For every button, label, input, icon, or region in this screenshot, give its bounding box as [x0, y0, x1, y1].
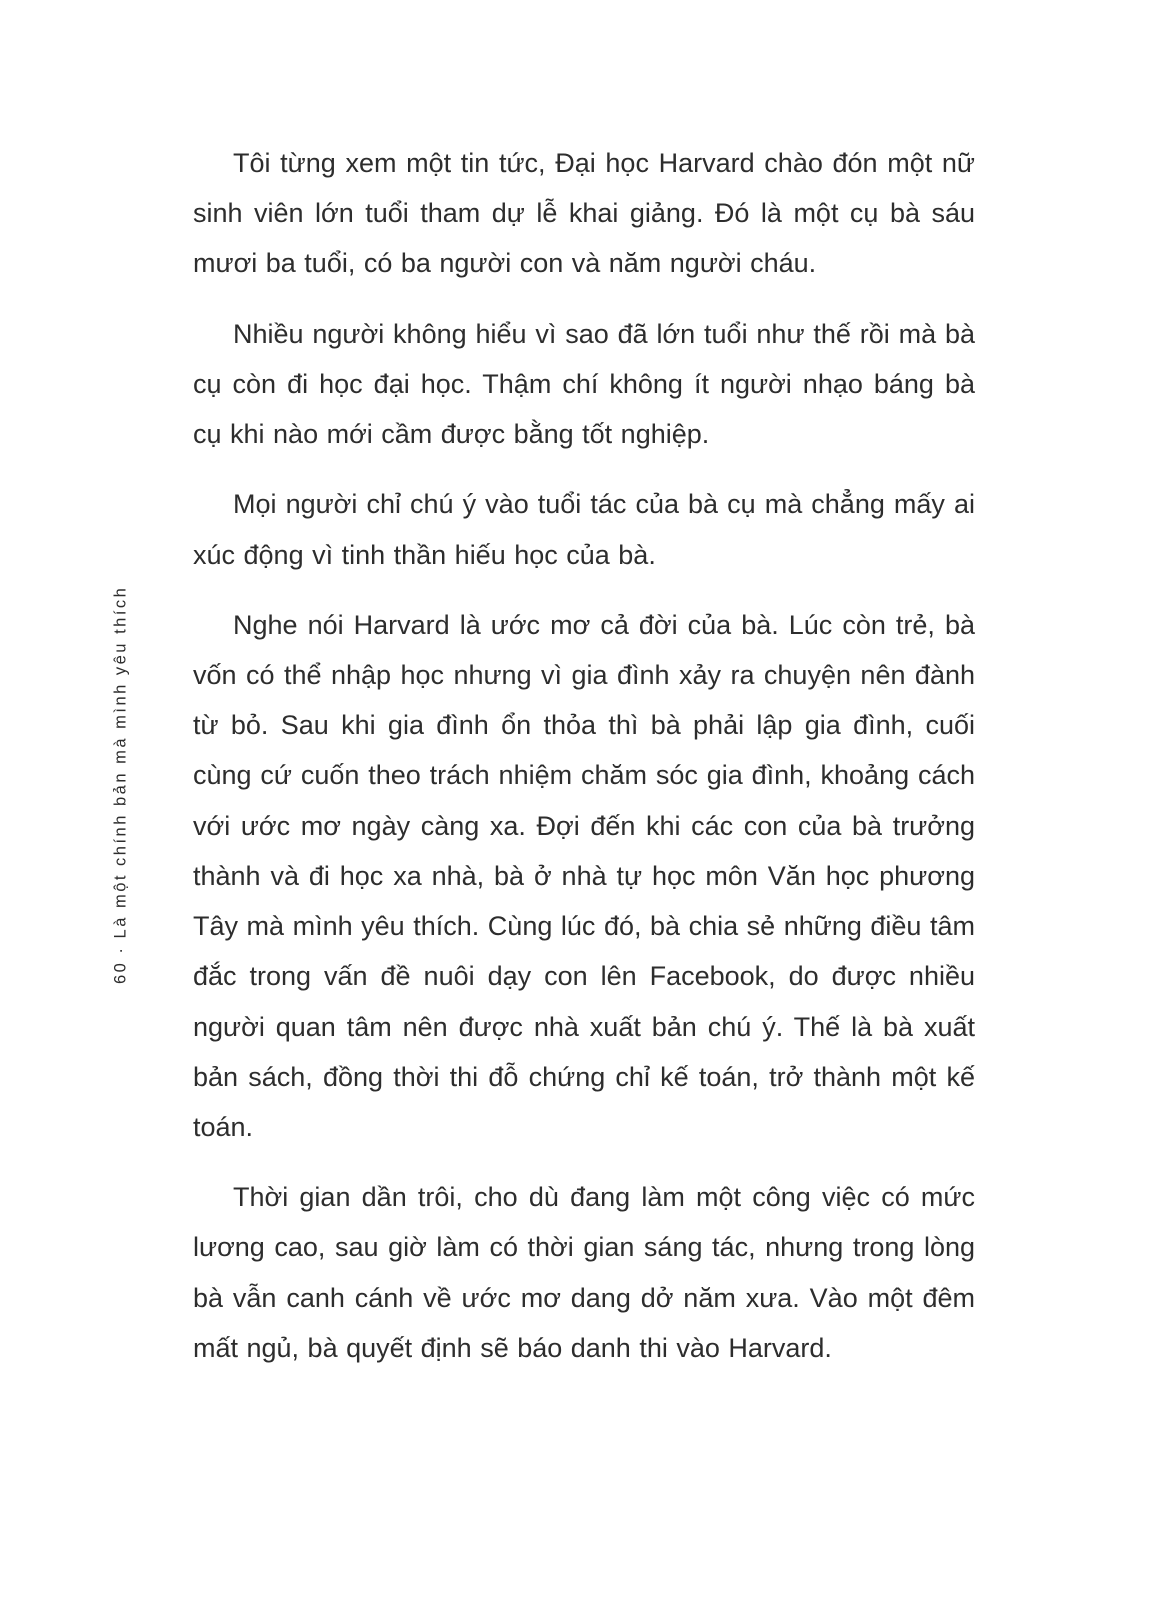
paragraph: Nhiều người không hiểu vì sao đã lớn tuổi như thế rồi mà bà cụ còn đi học đại học. Thậm chí không ít người nhạo báng bà cụ khi nào mới cầm được bằng tốt nghiệp. — [193, 318, 975, 450]
body-text — [193, 138, 975, 1373]
paragraph: Mọi người chỉ chú ý vào tuổi tác của bà cụ mà chẳng mấy ai xúc động vì tinh thần hiếu học của bà. — [193, 489, 975, 570]
page-margin-caption: 60 · Là một chính bản mà mình yêu thích — [111, 585, 130, 985]
paragraph: Thời gian dần trôi, cho dù đang làm một công việc có mức lương cao, sau giờ làm có thời gian sáng tác, nhưng trong lòng bà vẫn canh cánh về ước mơ dang dở năm xưa. Vào một đêm mất ngủ, bà quyết định sẽ báo danh thi vào Harvard. — [193, 1182, 975, 1363]
paragraph: Nghe nói Harvard là ước mơ cả đời của bà. Lúc còn trẻ, bà vốn có thể nhập học nhưng vì gia đình xảy ra chuyện nên đành từ bỏ. Sau khi gia đình ổn thỏa thì bà phải lập gia đình, cuối cùng cứ cuốn theo trách nhiệm chăm sóc gia đình, khoảng cách với ước mơ ngày càng xa. Đợi đến khi các con của bà trưởng thành và đi học xa nhà, bà ở nhà tự học môn Văn học phương Tây mà mình yêu thích. Cùng lúc đó, bà chia sẻ những điều tâm đắc trong vấn đề nuôi dạy con lên Facebook, do được nhiều người quan tâm nên được nhà xuất bản chú ý. Thế là bà xuất bản sách, đồng thời thi đỗ chứng chỉ kế toán, trở thành một kế toán. — [193, 609, 975, 1142]
paragraph: Tôi từng xem một tin tức, Đại học Harvard chào đón một nữ sinh viên lớn tuổi tham dự lễ khai giảng. Đó là một cụ bà sáu mươi ba tuổi, có ba người con và năm người cháu. — [193, 148, 975, 279]
